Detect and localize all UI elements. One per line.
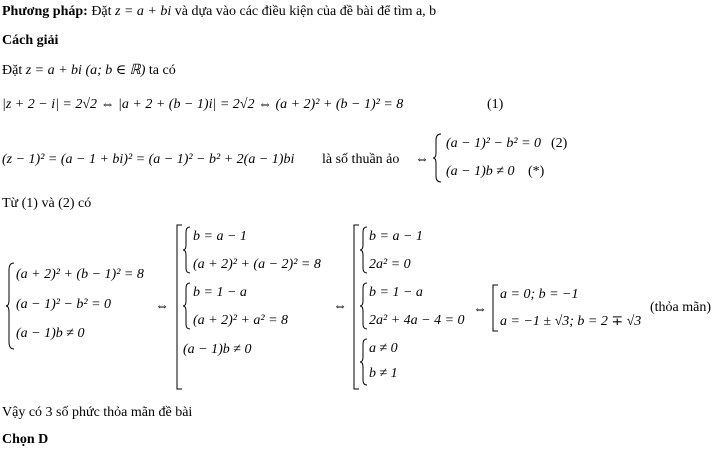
system-c-condition-2: b ≠ 1: [369, 366, 398, 381]
system-d-line-1: a = 0; b = −1: [500, 287, 579, 302]
system-c-condition-1: a ≠ 0: [369, 341, 398, 356]
system-c-case-2-line-2: 2a² + 4a − 4 = 0: [369, 313, 465, 328]
system-c-case-1-line-2: 2a² = 0: [369, 257, 411, 272]
system-b-case-2-line-1: b = 1 − a: [193, 285, 247, 300]
system-b-case-1-line-1: b = a − 1: [193, 229, 247, 244]
equation-2-system-1-label: (2): [551, 136, 568, 151]
method-text-1: Đặt: [91, 4, 112, 19]
system-c-case-1-brace: [360, 226, 368, 274]
equation-2-system-2-label: (*): [528, 164, 545, 179]
set-line: [2, 63, 176, 79]
equation-1: |z + 2 − i| = 2√2 ⇔ |a + 2 + (b − 1)i| = 2√2 ⇔ (a + 2)² + (b − 1)² = 8: [2, 97, 404, 112]
equation-2-arrow: ⇔: [415, 152, 429, 167]
system-a-line-1: (a + 2)² + (b − 1)² = 8: [16, 267, 144, 282]
system-b-condition: (a − 1)b ≠ 0: [183, 342, 252, 357]
from-line: Từ (1) và (2) có: [2, 196, 92, 211]
equation-2: (z − 1)² = (a − 1 + bi)² = (a − 1)² − b² + 2(a − 1)bi: [2, 152, 295, 167]
answer-text: Chọn D: [2, 432, 49, 447]
solution-heading: Cách giải: [2, 33, 59, 48]
system-b-case-2-line-2: (a + 2)² + a² = 8: [193, 313, 289, 328]
equation-2-system-2: (a − 1)b ≠ 0: [446, 164, 515, 179]
system-c-condition-brace: [360, 338, 368, 386]
system-a-brace: [6, 262, 16, 350]
system-a-line-3: (a − 1)b ≠ 0: [16, 326, 85, 341]
method-text-2: và dựa vào các điều kiện của đề bài để tìm a, b: [174, 4, 437, 19]
system-c-case-1-line-1: b = a − 1: [369, 229, 423, 244]
system-arrow-2: ⇔: [333, 299, 347, 314]
solution-heading-line: [2, 33, 58, 49]
system-c-case-2-brace: [360, 282, 368, 330]
conclusion-line: Vậy có 3 số phức thỏa mãn đề bài: [2, 405, 193, 420]
system-arrow-3: ⇔: [473, 302, 487, 317]
system-d-bracket: [492, 284, 500, 332]
answer-line: [2, 432, 48, 448]
method-line: [2, 4, 436, 20]
set-text-2: ta có: [148, 63, 176, 78]
system-b-case-1-line-2: (a + 2)² + (a − 2)² = 8: [193, 257, 321, 272]
equation-2-system-1: (a − 1)² − b² = 0: [446, 136, 542, 151]
equation-2-brace: [433, 133, 443, 183]
method-heading: Phương pháp:: [2, 4, 88, 19]
equation-1-label: (1): [487, 97, 504, 112]
system-b-case-1-brace: [183, 226, 191, 274]
set-text-1: Đặt: [2, 63, 23, 78]
system-c-case-2-line-1: b = 1 − a: [369, 285, 423, 300]
system-arrow-1: ⇔: [155, 299, 169, 314]
system-b-case-2-brace: [183, 282, 191, 330]
system-d-note: (thỏa mãn): [650, 300, 712, 315]
system-d-line-2: a = −1 ± √3; b = 2 ∓ √3: [500, 314, 642, 329]
system-a-line-2: (a − 1)² − b² = 0: [16, 297, 112, 312]
set-math: z = a + bi (a; b ∈ ℝ): [25, 63, 146, 78]
equation-2-text: là số thuần ảo: [322, 152, 400, 167]
method-math: z = a + bi: [115, 4, 172, 19]
